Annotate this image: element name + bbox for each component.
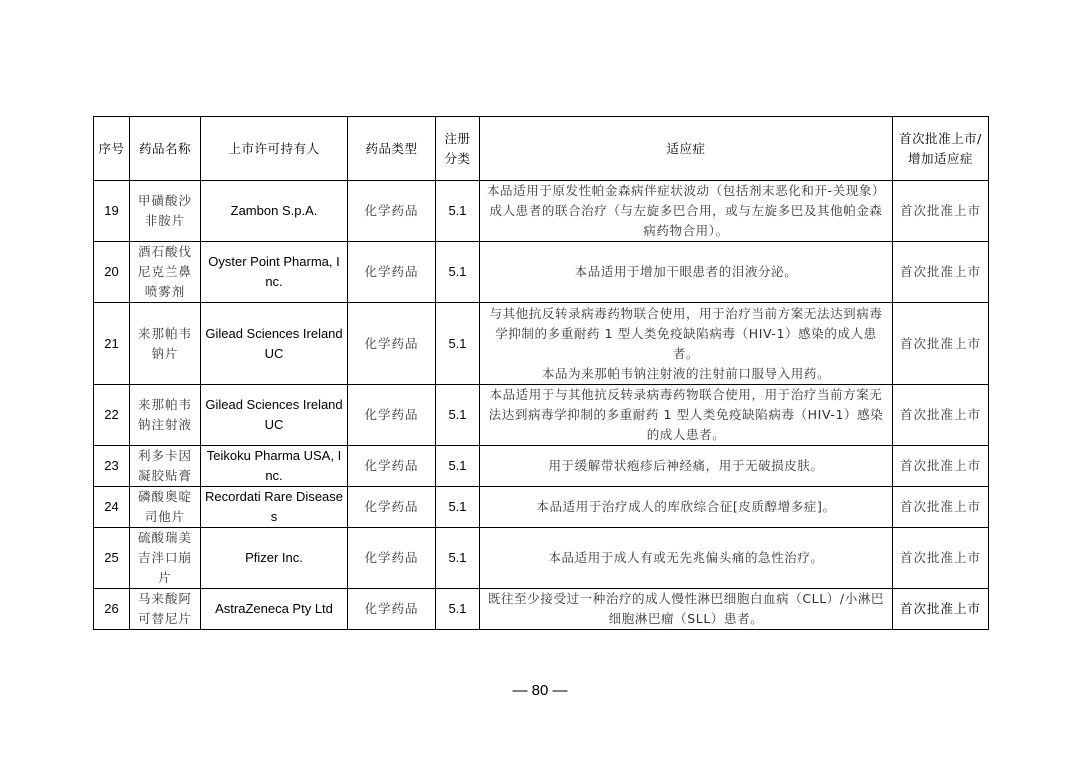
cell-drug-type: 化学药品 <box>348 242 436 303</box>
cell-indication: 既往至少接受过一种治疗的成人慢性淋巴细胞白血病（CLL）/小淋巴细胞淋巴瘤（SLL）患者。 <box>480 589 893 630</box>
header-holder: 上市许可持有人 <box>201 117 348 181</box>
cell-class: 5.1 <box>436 181 480 242</box>
table-row <box>94 303 989 385</box>
header-drug-name: 药品名称 <box>130 117 201 181</box>
table-row <box>94 181 989 242</box>
cell-drug-name: 利多卡因凝胶贴膏 <box>130 446 201 487</box>
cell-indication: 本品适用于增加干眼患者的泪液分泌。 <box>480 242 893 303</box>
cell-index: 20 <box>94 242 130 303</box>
table-row <box>94 242 989 303</box>
cell-approval: 首次批准上市 <box>893 385 989 446</box>
table-row <box>94 528 989 589</box>
cell-approval: 首次批准上市 <box>893 528 989 589</box>
header-drug-type: 药品类型 <box>348 117 436 181</box>
cell-class: 5.1 <box>436 487 480 528</box>
cell-approval: 首次批准上市 <box>893 242 989 303</box>
cell-holder: Zambon S.p.A. <box>201 181 348 242</box>
cell-indication: 与其他抗反转录病毒药物联合使用，用于治疗当前方案无法达到病毒学抑制的多重耐药 1 型人类免疫缺陷病毒（HIV-1）感染的成人患者。 本品为来那帕韦钠注射液的注射前口服导入用药。 <box>480 303 893 385</box>
cell-drug-name: 来那帕韦钠片 <box>130 303 201 385</box>
cell-indication: 用于缓解带状疱疹后神经痛，用于无破损皮肤。 <box>480 446 893 487</box>
cell-drug-name: 马来酸阿可替尼片 <box>130 589 201 630</box>
cell-holder: Teikoku Pharma USA, Inc. <box>201 446 348 487</box>
header-approval: 首次批准上市/增加适应症 <box>893 117 989 181</box>
cell-drug-name: 酒石酸伐尼克兰鼻喷雾剂 <box>130 242 201 303</box>
cell-indication: 本品适用于成人有或无先兆偏头痛的急性治疗。 <box>480 528 893 589</box>
cell-class: 5.1 <box>436 303 480 385</box>
table-row <box>94 487 989 528</box>
cell-approval: 首次批准上市 <box>893 589 989 630</box>
cell-drug-type: 化学药品 <box>348 385 436 446</box>
cell-drug-name: 甲磺酸沙非胺片 <box>130 181 201 242</box>
cell-holder: Oyster Point Pharma, Inc. <box>201 242 348 303</box>
cell-drug-type: 化学药品 <box>348 181 436 242</box>
cell-index: 23 <box>94 446 130 487</box>
header-class: 注册分类 <box>436 117 480 181</box>
cell-holder: Recordati Rare Diseases <box>201 487 348 528</box>
cell-class: 5.1 <box>436 528 480 589</box>
header-index: 序号 <box>94 117 130 181</box>
cell-drug-type: 化学药品 <box>348 528 436 589</box>
cell-holder: Pfizer Inc. <box>201 528 348 589</box>
cell-index: 22 <box>94 385 130 446</box>
cell-index: 26 <box>94 589 130 630</box>
cell-index: 24 <box>94 487 130 528</box>
cell-approval: 首次批准上市 <box>893 446 989 487</box>
cell-holder: AstraZeneca Pty Ltd <box>201 589 348 630</box>
cell-indication: 本品适用于治疗成人的库欣综合征[皮质醇增多症]。 <box>480 487 893 528</box>
page-number: — 80 — <box>512 682 568 699</box>
cell-drug-type: 化学药品 <box>348 589 436 630</box>
cell-indication: 本品适用于原发性帕金森病伴症状波动（包括剂末恶化和开-关现象）成人患者的联合治疗（与左旋多巴合用，或与左旋多巴及其他帕金森病药物合用）。 <box>480 181 893 242</box>
table-header-row <box>94 117 989 181</box>
table-row <box>94 446 989 487</box>
cell-drug-name: 来那帕韦钠注射液 <box>130 385 201 446</box>
cell-drug-type: 化学药品 <box>348 446 436 487</box>
cell-class: 5.1 <box>436 385 480 446</box>
cell-index: 19 <box>94 181 130 242</box>
cell-approval: 首次批准上市 <box>893 487 989 528</box>
cell-approval: 首次批准上市 <box>893 181 989 242</box>
cell-approval: 首次批准上市 <box>893 303 989 385</box>
cell-holder: Gilead Sciences Ireland UC <box>201 303 348 385</box>
cell-class: 5.1 <box>436 589 480 630</box>
cell-indication: 本品适用于与其他抗反转录病毒药物联合使用，用于治疗当前方案无法达到病毒学抑制的多重耐药 1 型人类免疫缺陷病毒（HIV-1）感染的成人患者。 <box>480 385 893 446</box>
table-row <box>94 589 989 630</box>
cell-class: 5.1 <box>436 242 480 303</box>
cell-index: 25 <box>94 528 130 589</box>
table-row <box>94 385 989 446</box>
cell-class: 5.1 <box>436 446 480 487</box>
header-indication: 适应症 <box>480 117 893 181</box>
drug-approval-table <box>93 116 989 630</box>
cell-drug-type: 化学药品 <box>348 487 436 528</box>
cell-holder: Gilead Sciences Ireland UC <box>201 385 348 446</box>
cell-drug-type: 化学药品 <box>348 303 436 385</box>
cell-drug-name: 硫酸瑞美吉泮口崩片 <box>130 528 201 589</box>
cell-index: 21 <box>94 303 130 385</box>
cell-drug-name: 磷酸奥啶司他片 <box>130 487 201 528</box>
